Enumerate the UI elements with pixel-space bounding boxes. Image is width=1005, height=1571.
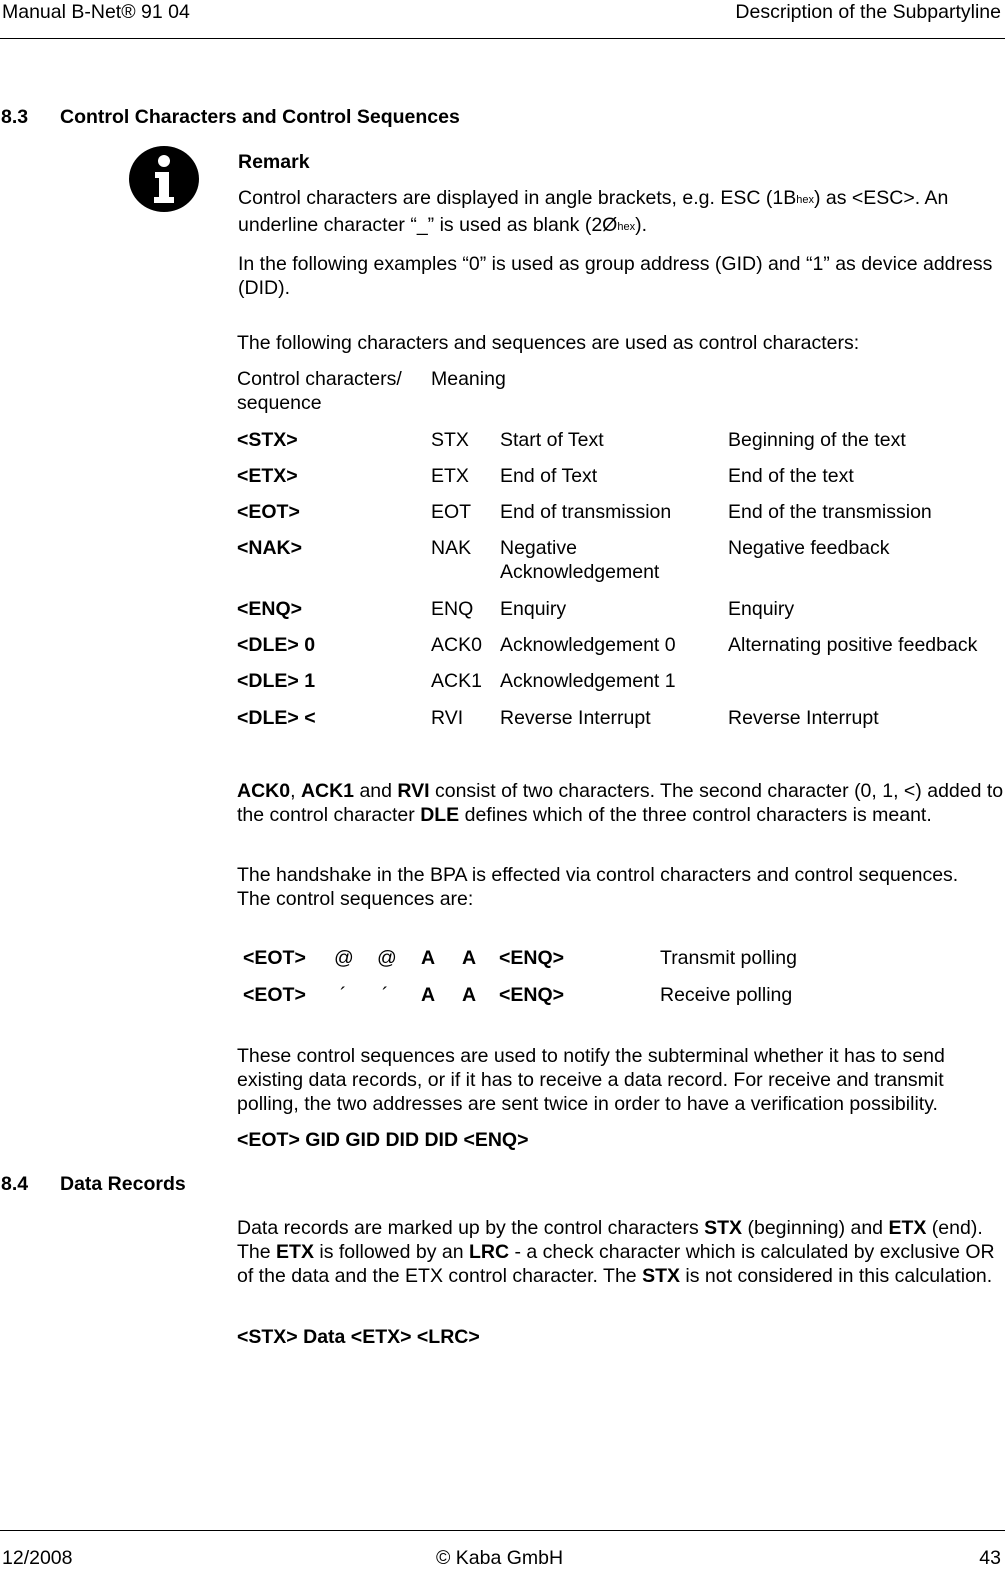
remark-block [238,150,1003,300]
record-format: <STX> Data <ETX> <LRC> [237,1326,480,1348]
data-records-paragraph: Data records are marked up by the control characters STX (beginning) and ETX (end). The ETX is followed by an LRC - a check character which is calculated by exclusive OR of the data and the ETX control character. The STX is not considered in this calculation. [237,1217,995,1287]
section-heading-8-4 [1,1172,901,1196]
name-cell: Negative Acknowledgement [500,537,660,583]
hex-subscript: hex [617,221,636,233]
header-manual-title: Manual B-Net® 91 04 [2,1,190,23]
sequence-cell: <ENQ> [237,598,303,620]
abbreviation-cell: STX [431,429,469,451]
meaning-cell: End of the text [728,465,854,487]
sequence-cell: <EOT> [237,501,300,523]
polling-format: <EOT> GID GID DID DID <ENQ> [237,1129,529,1151]
ack-paragraph: ACK0, ACK1 and RVI consist of two characters. The second character (0, 1, <) added to the control character DLE defines which of the three control characters is meant. [237,780,1004,826]
name-cell: Enquiry [500,598,567,620]
footer-rule [0,1530,1005,1531]
table-header-control-characters: Control characters/ sequence [237,368,402,414]
abbreviation-cell: ACK1 [431,670,482,692]
name-cell: End of transmission [500,501,672,523]
abbreviation-cell: RVI [431,707,464,729]
abbreviation-cell: NAK [431,537,472,559]
table-intro: The following characters and sequences are used as control characters: [237,332,860,354]
sequence-cell: <DLE> 1 [237,670,316,692]
sequence-cell: <DLE> 0 [237,634,316,656]
name-cell: Start of Text [500,429,604,451]
meaning-cell: Negative feedback [728,537,890,559]
sequence-cell: <STX> [237,429,298,451]
meaning-cell: Reverse Interrupt [728,707,879,729]
section-heading-8-3 [1,105,901,129]
meaning-cell: Enquiry [728,598,795,620]
sequence-cell: <NAK> [237,537,303,559]
abbreviation-cell: ACK0 [431,634,482,656]
abbreviation-cell: ETX [431,465,469,487]
footer-date: 12/2008 [2,1547,73,1569]
section-title: Data Records [60,1173,186,1195]
sequence-cell: <ETX> [237,465,298,487]
sequence-row-receive: <EOT> ´ ´ A A <ENQ> Receive polling [243,984,793,1006]
abbreviation-cell: ENQ [431,598,474,620]
name-cell: Acknowledgement 1 [500,670,676,692]
meaning-cell: Beginning of the text [728,429,906,451]
meaning-cell: Alternating positive feedback [728,634,978,656]
sequence-row-transmit: <EOT> @ @ A A <ENQ> Transmit polling [243,947,797,969]
remark-paragraph-2: In the following examples “0” is used as group address (GID) and “1” as device address (DID). [238,253,993,299]
abbreviation-cell: EOT [431,501,472,523]
name-cell: Reverse Interrupt [500,707,651,729]
meaning-cell: End of the transmission [728,501,932,523]
remark-paragraph-1: Control characters are displayed in angle brackets, e.g. ESC $(1B_{hex})$ as <ESC>. An underline character “_” is used as blank $(2Ø_{hex})$. [238,187,949,236]
table-header-meaning: Meaning [431,368,506,390]
page-number: 43 [979,1547,1001,1569]
info-icon [128,145,200,213]
section-number: 8.4 [1,1173,29,1195]
header-rule [0,38,1005,39]
sequence-paragraph: These control sequences are used to notify the subterminal whether it has to send existing data records, or if it has to receive a data record. For receive and transmit polling, the two addresses are sent twice in order to have a verification possibility. [237,1045,945,1115]
name-cell: Acknowledgement 0 [500,634,676,656]
footer-copyright: © Kaba GmbH [436,1547,564,1569]
header-section-title: Description of the Subpartyline [735,1,1001,23]
remark-title: Remark [238,151,310,173]
hex-subscript: hex [796,194,814,206]
name-cell: End of Text [500,465,598,487]
section-title: Control Characters and Control Sequences [60,106,460,128]
handshake-paragraph: The handshake in the BPA is effected via control characters and control sequences. The control sequences are: [237,864,959,910]
section-number: 8.3 [1,106,29,128]
sequence-cell: <DLE> < [237,707,316,729]
